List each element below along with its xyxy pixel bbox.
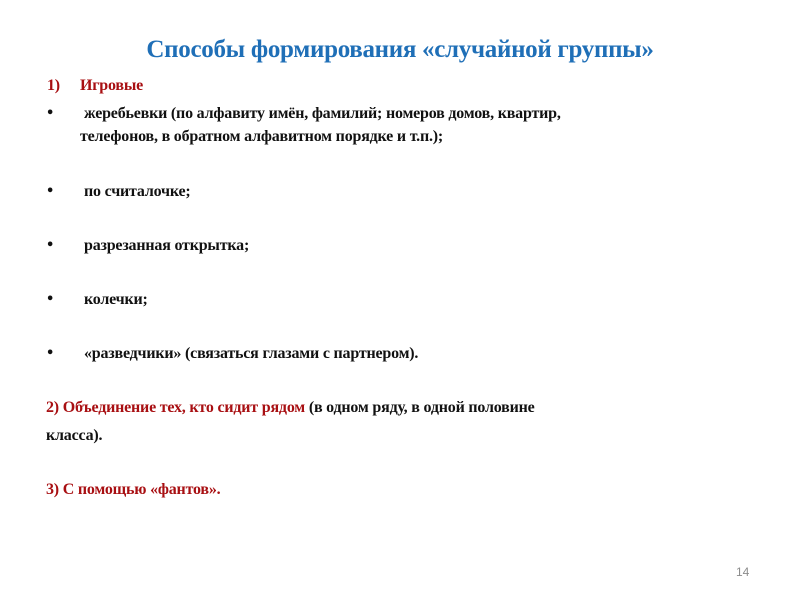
section-3-text: 3) С помощью «фантов». <box>46 481 221 498</box>
bullet-text-line: по считалочке; <box>84 183 191 200</box>
bullet-text-line: разрезанная открытка; <box>84 237 250 254</box>
slide-title: Способы формирования «случайной группы» <box>146 36 654 63</box>
bullet-text-line: телефонов, в обратном алфавитном порядке и т.п.); <box>80 128 444 145</box>
section-1-number-text: 1) <box>47 77 60 94</box>
section-2-line-1 <box>46 399 535 417</box>
bullet-icon: • <box>46 346 55 361</box>
section-2-line-2: класса). <box>46 427 103 444</box>
page-number: 14 <box>736 565 750 579</box>
bullet-icon: • <box>46 184 55 199</box>
bullet-text-line: колечки; <box>84 291 148 308</box>
bullet-text-line: жеребьевки (по алфавиту имён, фамилий; номеров домов, квартир, <box>84 105 561 122</box>
bullet-text-line: «разведчики» (связаться глазами с партнером). <box>84 345 419 362</box>
bullet-icon: • <box>46 238 55 253</box>
section-2-rest: (в одном ряду, в одной половине <box>305 399 535 416</box>
section-1-label: Игровые <box>80 77 144 94</box>
bullet-icon: • <box>46 292 55 307</box>
section-2-highlight: 2) Объединение тех, кто сидит рядом <box>46 399 306 416</box>
section-1-number-wrap <box>47 77 60 95</box>
bullet-icon: • <box>46 106 55 121</box>
